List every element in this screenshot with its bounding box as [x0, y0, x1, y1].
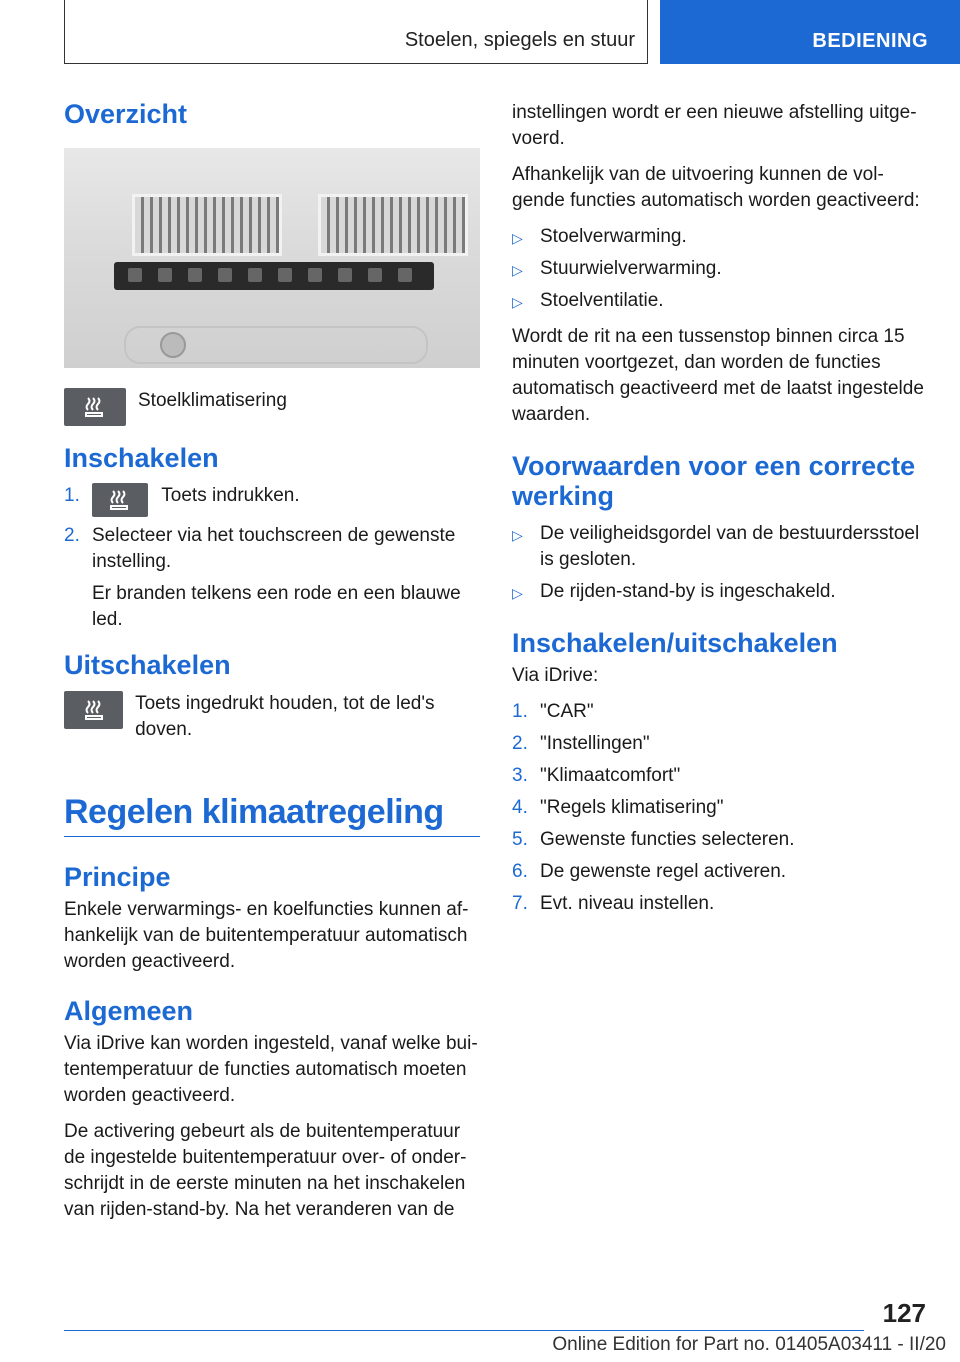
- idrive-steps: [512, 699, 928, 917]
- list-item: [512, 891, 928, 917]
- continued-paragraph-3: Wordt de rit na een tussenstop binnen circa 15 minuten voortgezet, dan worden de functies automatisch geactiveerd met de laatst ingestelde waarden.: [512, 326, 924, 425]
- list-item: [512, 256, 928, 282]
- step-number: 6.: [512, 861, 528, 883]
- step-number: 2.: [512, 733, 528, 755]
- uitschakelen-heading: Uitschakelen: [64, 650, 231, 681]
- triangle-bullet-icon: ▷: [512, 294, 523, 310]
- edition-text: Online Edition for Part no. 01405A03411 - II/20: [552, 1334, 946, 1355]
- seat-climate-icon: [64, 388, 126, 426]
- functions-list: [512, 224, 928, 314]
- list-item: [512, 795, 928, 821]
- continued-paragraph-2: Afhankelijk van de uitvoering kunnen de volgende functies automatisch worden geactiveerd:: [512, 164, 920, 211]
- algemeen-paragraph-1: Via iDrive kan worden ingesteld, vanaf welke buitentemperatuur de functies automatisch moeten worden geactiveerd.: [64, 1032, 478, 1106]
- volume-knob: [160, 332, 186, 358]
- list-item: [512, 763, 928, 789]
- list-item: [512, 699, 928, 725]
- triangle-bullet-icon: ▷: [512, 230, 523, 246]
- step-text: "Klimaatcomfort": [540, 765, 681, 787]
- list-item: [512, 859, 928, 885]
- list-item: [512, 224, 928, 250]
- list-item: [64, 523, 480, 633]
- seat-climate-icon: [64, 691, 123, 729]
- inschakelen-steps: [64, 483, 480, 633]
- step-number: 7.: [512, 893, 528, 915]
- condition-text: De veiligheidsgordel van de bestuurdersstoel is gesloten.: [540, 523, 920, 571]
- section-label: BEDIENING: [812, 30, 928, 52]
- list-item: [512, 288, 928, 314]
- seat-climate-icon: [92, 483, 148, 517]
- step-text: Evt. niveau instellen.: [540, 893, 715, 915]
- uitschakelen-row: [64, 691, 480, 743]
- function-text: Stoelventilatie.: [540, 290, 664, 311]
- main-heading: Regelen klimaatregeling: [64, 793, 444, 832]
- step-text: "Regels klimatisering": [540, 797, 724, 819]
- step-text: Toets indrukken.: [161, 485, 300, 507]
- principe-heading: Principe: [64, 862, 171, 893]
- triangle-bullet-icon: ▷: [512, 262, 523, 278]
- list-item: [512, 521, 928, 573]
- function-text: Stuurwielverwarming.: [540, 258, 722, 279]
- left-air-vent: [132, 194, 282, 256]
- step-number: 3.: [512, 765, 528, 787]
- algemeen-heading: Algemeen: [64, 995, 194, 1026]
- list-item: [512, 731, 928, 757]
- list-item: [64, 483, 480, 517]
- inuit-heading: Inschakelen/uitschakelen: [512, 628, 838, 659]
- function-text: Stoelverwarming.: [540, 226, 687, 247]
- step-subtext: Er branden telkens een rode en een blauwe led.: [92, 583, 461, 631]
- step-text: "Instellingen": [540, 733, 650, 755]
- icon-caption: Stoelklimatisering: [138, 389, 287, 411]
- step-text: "CAR": [540, 701, 594, 723]
- step-text: Gewenste functies selecteren.: [540, 829, 795, 851]
- principe-text: Enkele verwarmings- en koelfuncties kunnen afhankelijk van de buitentemperatuur automatisch worden geactiveerd.: [64, 898, 469, 972]
- left-column: [64, 100, 480, 1233]
- list-item: [512, 827, 928, 853]
- step-number: 5.: [512, 829, 528, 851]
- right-column: [512, 100, 928, 927]
- right-air-vent: [318, 194, 468, 256]
- footer-rule: [64, 1330, 864, 1331]
- header-section-tab: [660, 0, 960, 64]
- step-number: 2.: [64, 525, 80, 547]
- triangle-bullet-icon: ▷: [512, 527, 523, 544]
- chapter-title: Stoelen, spiegels en stuur: [404, 29, 635, 51]
- voorwaarden-heading: Voorwaarden voor een correcte werking: [512, 451, 916, 511]
- voorwaarden-list: [512, 521, 928, 605]
- climate-panel-photo: [64, 148, 480, 368]
- condition-text: De rijden-stand-by is ingeschakeld.: [540, 581, 836, 603]
- step-number: 4.: [512, 797, 528, 819]
- via-idrive-text: Via iDrive:: [512, 665, 599, 687]
- uitschakelen-text: Toets ingedrukt houden, tot de led's doven.: [135, 693, 435, 741]
- step-number: 1.: [512, 701, 528, 723]
- algemeen-paragraph-2: De activering gebeurt als de buitentemperatuur de ingestelde buitentemperatuur over- of onderschrijdt in de eerste minuten na het inschakelen van rijden-stand-by. Na het veranderen van de: [64, 1120, 467, 1220]
- continued-paragraph-1: instellingen wordt er een nieuwe afstelling uitgevoerd.: [512, 102, 917, 149]
- inschakelen-heading: Inschakelen: [64, 442, 219, 473]
- climate-control-panel: [114, 262, 434, 290]
- icon-legend-row: [64, 388, 480, 426]
- header-chapter-box: [64, 0, 648, 64]
- step-text: De gewenste regel activeren.: [540, 861, 787, 883]
- list-item: [512, 579, 928, 605]
- triangle-bullet-icon: ▷: [512, 585, 523, 602]
- step-number: 1.: [64, 485, 80, 507]
- main-heading-wrap: [64, 793, 480, 837]
- step-text: Selecteer via het touchscreen de gewenste instelling.: [92, 525, 456, 573]
- overzicht-heading: Overzicht: [64, 99, 188, 129]
- page-number: 127: [882, 1298, 926, 1328]
